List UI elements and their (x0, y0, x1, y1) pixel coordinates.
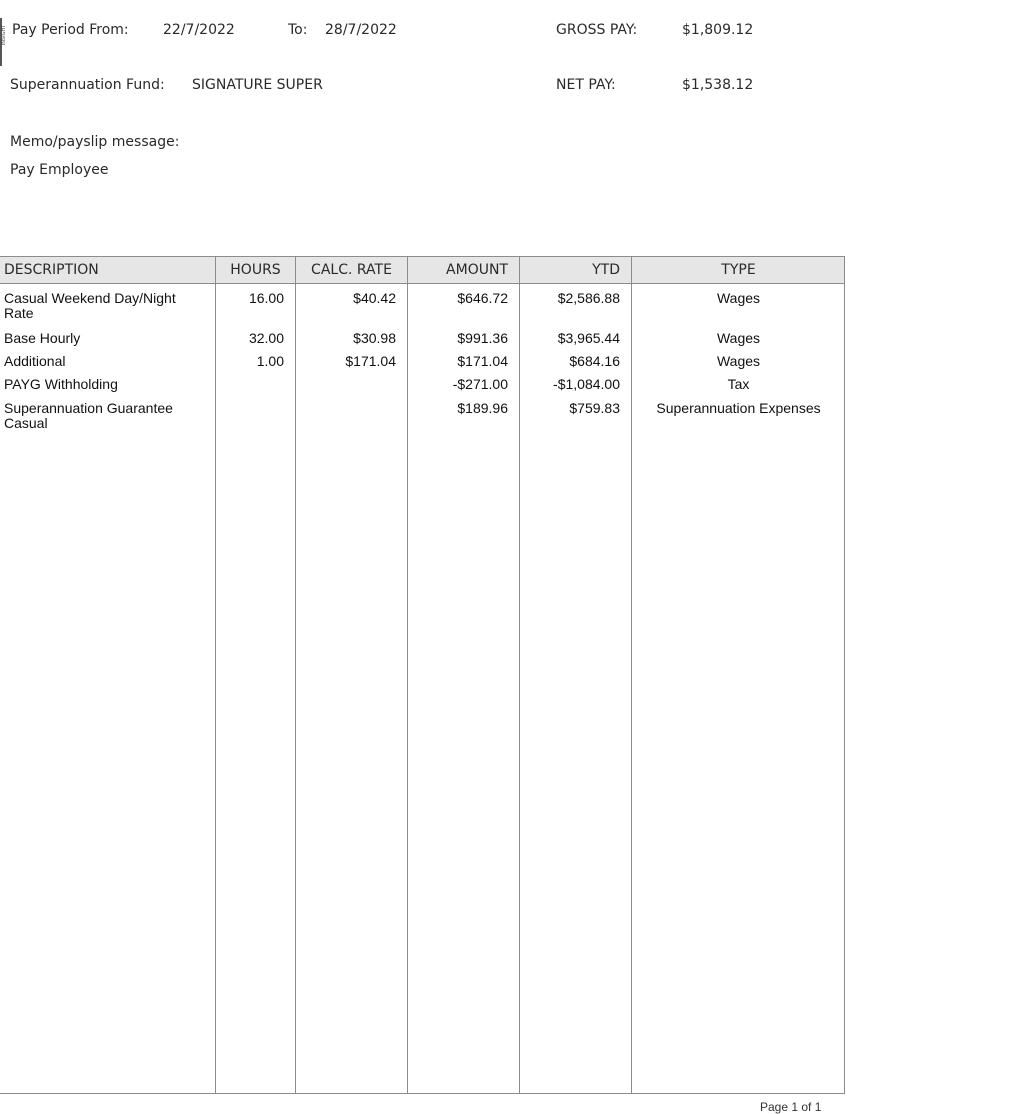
cell-description: Casual Weekend Day/Night Rate (4, 290, 176, 321)
column-header-calc-rate: CALC. RATE (311, 262, 392, 278)
table-header-row (0, 257, 844, 284)
cell-description: PAYG Withholding (4, 376, 118, 392)
super-fund-value: SIGNATURE SUPER (192, 77, 323, 93)
payslip-table (0, 256, 845, 1094)
cell-ytd: $684.16 (569, 353, 620, 369)
cell-ytd: $2,586.88 (557, 290, 620, 306)
cell-amount: $646.72 (457, 290, 508, 306)
memo-label: Memo/payslip message: (10, 134, 180, 150)
cell-calc-rate: $40.42 (353, 290, 396, 306)
net-pay-value: $1,538.12 (682, 77, 754, 93)
gross-pay-value: $1,809.12 (682, 22, 754, 38)
column-divider (215, 257, 216, 1093)
cell-type: Superannuation Expenses (656, 400, 821, 416)
cell-calc-rate: $171.04 (345, 353, 396, 369)
column-header-type: TYPE (721, 262, 756, 278)
cell-type: Wages (716, 353, 761, 369)
gross-pay-label: GROSS PAY: (556, 22, 638, 38)
cell-hours: 1.00 (256, 353, 284, 369)
cell-ytd: $3,965.44 (557, 330, 620, 346)
cell-type: Wages (716, 330, 761, 346)
memo-value: Pay Employee (10, 162, 109, 178)
cell-description: Additional (4, 353, 66, 369)
cell-type: Tax (727, 376, 750, 392)
cell-amount: $189.96 (457, 400, 508, 416)
net-pay-label: NET PAY: (556, 77, 616, 93)
column-header-hours: HOURS (230, 262, 281, 278)
cell-hours: 32.00 (248, 330, 284, 346)
pay-period-from-value: 22/7/2022 (163, 22, 235, 38)
margin-mark-text: INSIGHT (1, 24, 7, 46)
column-divider (295, 257, 296, 1093)
column-header-description: DESCRIPTION (4, 262, 99, 278)
column-header-ytd: YTD (592, 262, 620, 278)
cell-amount: -$271.00 (452, 376, 508, 392)
cell-hours: 16.00 (248, 290, 284, 306)
pay-period-to-label: To: (288, 22, 308, 38)
pay-period-to-value: 28/7/2022 (325, 22, 397, 38)
cell-amount: $171.04 (457, 353, 508, 369)
cell-ytd: $759.83 (569, 400, 620, 416)
cell-description: Superannuation Guarantee Casual (4, 400, 173, 431)
page-number: Page 1 of 1 (760, 1100, 822, 1114)
cell-ytd: -$1,084.00 (553, 376, 620, 392)
cell-description: Base Hourly (4, 330, 81, 346)
cell-type: Wages (716, 290, 761, 306)
column-divider (631, 257, 632, 1093)
super-fund-label: Superannuation Fund: (10, 77, 165, 93)
column-header-amount: AMOUNT (446, 262, 508, 278)
cell-calc-rate: $30.98 (353, 330, 396, 346)
pay-period-from-label: Pay Period From: (12, 22, 129, 38)
cell-amount: $991.36 (457, 330, 508, 346)
